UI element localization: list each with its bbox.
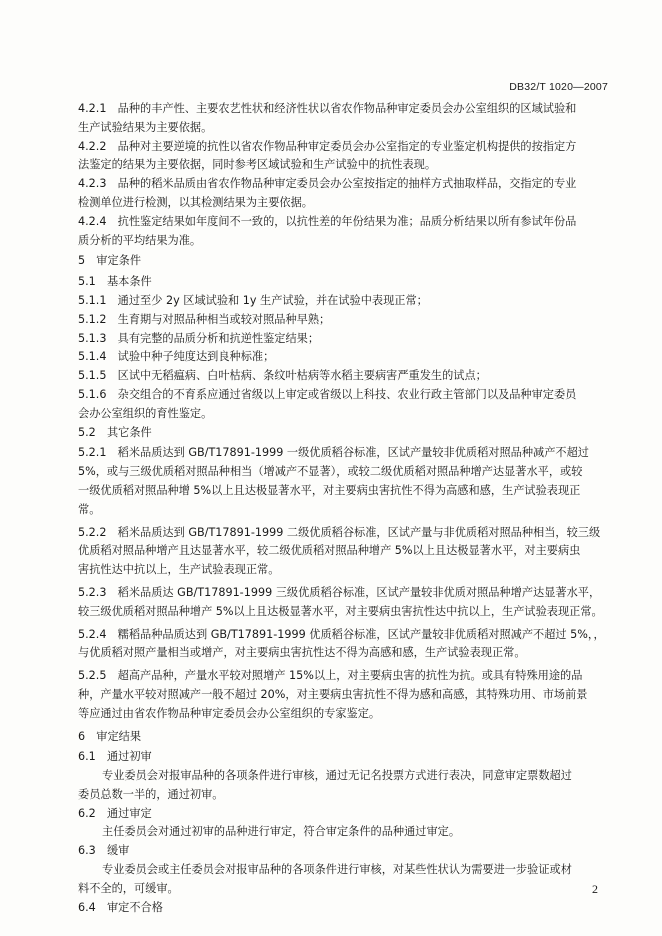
clause-5-2-2-line-2: 优质稻对照品种增产且达显著水平，较二级优质稻对照品种增产 5%以上且达极显著水平，对主要病虫: [78, 544, 581, 558]
clause-4-2-4-line-1: 4.2.4 抗性鉴定结果如年度间不一致的，以抗性差的年份结果为准；品质分析结果以所有参试年份品: [78, 214, 577, 228]
clause-5-2-4-line-1: 5.2.4 糯稻品种品质达到 GB/T17891-1999 优质稻谷标准，区试产量较非优质稻对照减产不超过 5%，，: [78, 627, 605, 641]
clause-6-1-line-1: 专业委员会对报审品种的各项条件进行审核，通过无记名投票方式进行表决，同意审定票数超过: [102, 769, 572, 783]
document-body: [78, 100, 605, 917]
clause-5-2-5-line-2: 种，产量水平较对照减产一般不超过 20%，对主要病虫害抗性不得为感和高感，其特殊功用、市场前景: [78, 687, 588, 701]
clause-4-2-4-line-2: 质分析的平均结果为准。: [78, 233, 202, 247]
clause-5-1-3: 5.1.3 具有完整的品质分析和抗逆性鉴定结果；: [78, 331, 320, 345]
clause-5-1-2: 5.1.2 生育期与对照品种相当或较对照品种早熟；: [78, 312, 331, 326]
clause-6-3-line-2: 料不全的，可缓审。: [78, 881, 179, 895]
clause-5-2-2-line-1: 5.2.2 稻米品质达到 GB/T17891-1999 二级优质稻谷标准，区试产量与非优质稻对照品种相当，较三级: [78, 525, 601, 539]
clause-5-2-4-line-2: 与优质稻对照产量相当或增产，对主要病虫害抗性达不得为高感和感，生产试验表现正常。: [78, 646, 526, 660]
clause-5-2-3-line-2: 较三级优质稻对照品种增产 5%以上且达极显著水平，对主要病虫害抗性达中抗以上，生产试验表现正常。: [78, 604, 603, 618]
clause-5-2-5-line-1: 5.2.5 超高产品种，产量水平较对照增产 15%以上，对主要病虫害的抗性为抗。或具有特殊用途的品: [78, 669, 583, 683]
clause-4-2-1-line-2: 生产试验结果为主要依据。: [78, 120, 213, 134]
clause-6-2-line-1: 主任委员会对通过初审的品种进行审定，符合审定条件的品种通过审定。: [102, 825, 461, 839]
page-number: 2: [592, 882, 598, 896]
clause-4-2-1-line-1: 4.2.1 品种的丰产性、主要农艺性状和经济性状以省农作物品种审定委员会办公室组织的区域试验和: [78, 102, 577, 115]
clause-5-2-2-line-3: 害抗性达中抗以上，生产试验表现正常。: [78, 563, 280, 577]
clause-4-2-3-line-1: 4.2.3 品种的稻米品质由省农作物品种审定委员会办公室按指定的抽样方式抽取样品，交指定的专业: [78, 177, 577, 191]
clause-5-1-5: 5.1.5 区试中无稻瘟病、白叶枯病、条纹叶枯病等水稻主要病害严重发生的试点；: [78, 369, 487, 383]
clause-6-3-line-1: 专业委员会或主任委员会对报审品种的各项条件进行审核，对某些性状认为需要进一步验证或材: [102, 863, 572, 877]
clause-5-2-1-line-4: 常。: [78, 502, 101, 516]
clause-5-2-1-line-1: 5.2.1 稻米品质达到 GB/T17891-1999 一级优质稻谷标准，区试产量较非优质稻对照品种减产不超过: [78, 446, 589, 460]
section-5-heading: 5 审定条件: [78, 254, 142, 268]
clause-5-2-1-line-2: 5%，或与三级优质稻对照品种相当（增减产不显著），或较二级优质稻对照品种增产达显著水平，或较: [78, 465, 583, 479]
clause-4-2-2-line-2: 法鉴定的结果为主要依据，同时参考区域试验和生产试验中的抗性表现。: [78, 158, 437, 172]
document-code-header: DB32/T 1020—2007: [509, 81, 608, 93]
section-5-1-heading: 5.1 基本条件: [78, 275, 152, 289]
section-6-2-heading: 6.2 通过审定: [78, 806, 152, 820]
section-6-4-heading: 6.4 审定不合格: [78, 900, 163, 914]
section-6-3-heading: 6.3 缓审: [78, 844, 130, 858]
clause-5-1-1: 5.1.1 通过至少 2y 区域试验和 1y 生产试验，并在试验中表现正常；: [78, 293, 428, 307]
clause-5-2-5-line-3: 等应通过由省农作物品种审定委员会办公室组织的专家鉴定。: [78, 706, 381, 720]
clause-4-2-3-line-2: 检测单位进行检测，以其检测结果为主要依据。: [78, 195, 313, 209]
clause-4-2-2-line-1: 4.2.2 品种对主要逆境的抗性以省农作物品种审定委员会办公室指定的专业鉴定机构提供的按指定方: [78, 139, 577, 153]
clause-5-1-6-line-2: 会办公室组织的育性鉴定。: [78, 406, 213, 420]
section-5-2-heading: 5.2 其它条件: [78, 425, 152, 439]
section-6-1-heading: 6.1 通过初审: [78, 750, 152, 764]
clause-5-2-3-line-1: 5.2.3 稻米品质达 GB/T17891-1999 三级优质稻谷标准，区试产量较非优质对照品种增产达显著水平，: [78, 585, 601, 599]
clause-5-1-6-line-1: 5.1.6 杂交组合的不育系应通过省级以上审定或省级以上科技、农业行政主管部门以及品种审定委员: [78, 387, 577, 401]
clause-5-1-4: 5.1.4 试验中种子纯度达到良种标准；: [78, 350, 275, 364]
section-6-heading: 6 审定结果: [78, 729, 142, 743]
clause-6-1-line-2: 委员总数一半的，通过初审。: [78, 787, 224, 801]
clause-5-2-1-line-3: 一级优质稻对照品种增 5%以上且达极显著水平，对主要病虫害抗性不得为高感和感，生产试验表现正: [78, 483, 581, 497]
